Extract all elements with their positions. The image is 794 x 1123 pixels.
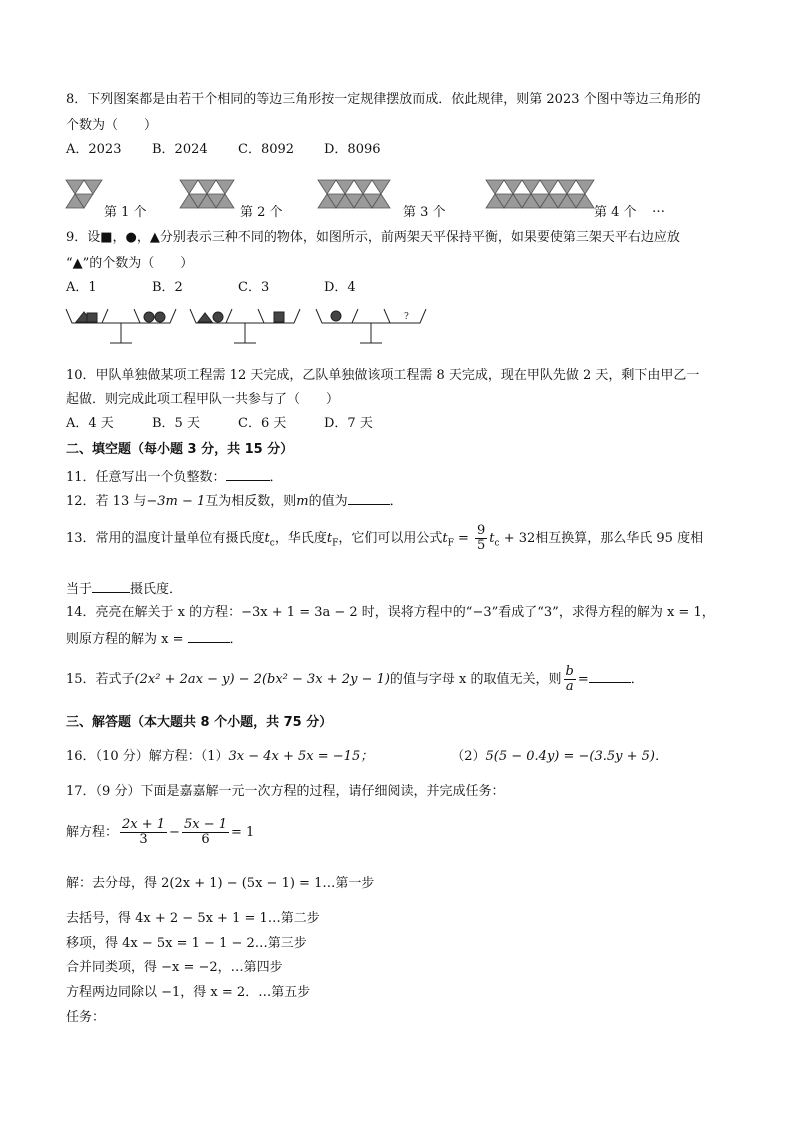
q11-blank	[226, 466, 270, 481]
q15-pre: 15．若式子	[66, 672, 135, 687]
q10-option-a: A．4 天	[66, 416, 114, 431]
q17-fraction-2	[182, 818, 229, 847]
q13-eq: =	[453, 531, 473, 546]
q12-pre: 12．若 13 与	[66, 494, 147, 509]
section2-title: 二、填空题（每小题 3 分，共 15 分）	[66, 442, 294, 457]
q13-fraction	[475, 524, 487, 553]
q17-fraction-1	[120, 818, 167, 847]
q13-frac-num: 9	[477, 523, 486, 538]
q17-step-4: 合并同类项，得 −x = −2，…第四步	[66, 960, 283, 975]
q14-line1: 14．亮亮在解关于 x 的方程：−3x + 1 = 3a − 2 时，误将方程中的“−3”看成了“3”，求得方程的解为 x = 1，	[66, 605, 715, 620]
q16-part2: （2）	[451, 749, 486, 764]
q13-sub-c: c	[269, 538, 275, 549]
q15-frac-num: b	[565, 664, 574, 679]
balance-2	[190, 309, 300, 343]
q13-formula-tc: t	[489, 531, 495, 546]
q9-question-mark: ?	[404, 312, 409, 322]
q15-fraction	[564, 665, 576, 694]
q15	[66, 664, 644, 696]
q14-end: ．	[229, 632, 243, 647]
q12-end: ．	[389, 494, 403, 509]
q13-tc: t	[264, 531, 270, 546]
q8-option-d: D．8096	[324, 142, 381, 157]
q8-figure-4-label: 第 4 个	[594, 205, 637, 220]
q14-blank	[188, 628, 230, 643]
q8-figure-2-label: 第 2 个	[240, 205, 283, 220]
q17-label: 解方程：	[66, 825, 119, 840]
q10-line1: 10．甲队单独做某项工程需 12 天完成，乙队单独做该项工程需 8 天完成，现在甲队先做 2 天，剩下由甲乙一	[66, 368, 700, 383]
q13-line2b: 摄氏度．	[130, 582, 183, 597]
q13-mid2: ，它们可以用公式	[338, 531, 443, 546]
q13-line2a: 当于	[66, 582, 93, 597]
q13-sub-f: F	[332, 538, 339, 549]
q11-end: ．	[269, 470, 283, 485]
q15-post: 的值与字母 x 的取值无关，则	[389, 672, 562, 687]
q9-option-b: B．2	[152, 280, 183, 295]
q11-text: 11．任意写出一个负整数：	[66, 470, 226, 485]
q13-post: 相互换算，那么华氏 95 度相	[535, 531, 704, 546]
q13-formula-tf: t	[442, 531, 448, 546]
q12	[66, 490, 403, 511]
q17-frac1-num: 2x + 1	[122, 817, 166, 832]
q8-figure-1-label: 第 1 个	[104, 205, 147, 220]
q10-option-d: D．7 天	[324, 416, 373, 431]
q8-option-c: C．8092	[238, 142, 295, 157]
q17-frac2-den: 6	[201, 832, 210, 847]
figure-2-triangles	[180, 180, 234, 208]
figure-1-triangles	[66, 180, 102, 208]
q10-option-c: C．6 天	[238, 416, 287, 431]
q8-options	[66, 141, 381, 159]
q13-blank	[92, 578, 130, 593]
q12-blank	[348, 490, 390, 505]
q9-line2: “▲”的个数为（ ）	[66, 256, 194, 271]
q13-pre: 13．常用的温度计量单位有摄氏度	[66, 531, 265, 546]
q8-ellipsis: …	[652, 201, 665, 216]
q17-step-3: 移项，得 4x − 5x = 1 − 1 − 2…第三步	[66, 936, 307, 951]
q8-line1: 8．下列图案都是由若干个相同的等边三角形按一定规律摆放而成．依此规律，则第 2023 个图中等边三角形的	[66, 92, 701, 107]
q13-tf: t	[326, 531, 333, 546]
q12-expr: −3m − 1	[146, 494, 206, 509]
q16	[66, 748, 668, 766]
q9-balance-figures	[64, 303, 444, 353]
q12-mid: 互为相反数，则	[205, 494, 297, 509]
q13-formula-sub-c: c	[494, 538, 500, 549]
q17-step-2: 去括号，得 4x + 2 − 5x + 1 = 1…第二步	[66, 911, 320, 926]
q15-expr: (2x² + 2ax − y) − 2(bx² − 3x + 2y − 1)	[134, 672, 390, 687]
q9-option-a: A．1	[66, 280, 97, 295]
q13-formula-sub-f: F	[447, 538, 454, 549]
q17-minus: −	[169, 825, 180, 840]
q15-frac-den: a	[565, 679, 574, 694]
figure-4-triangles	[486, 180, 594, 208]
q16-eq1: 3x − 4x + 5x = −15；	[228, 749, 374, 764]
q15-blank	[589, 668, 631, 683]
q9-option-c: C．3	[238, 280, 270, 295]
balance-1	[66, 309, 176, 343]
q17-step-5: 方程两边同除以 −1，得 x = 2．…第五步	[66, 985, 311, 1000]
q13-mid1: ，华氏度	[274, 531, 327, 546]
q10-options	[66, 415, 373, 433]
q17-frac1-den: 3	[139, 832, 148, 847]
q14-line2a: 则原方程的解为 x =	[66, 632, 184, 647]
q10-line2: 起做．则完成此项工程甲队一共参与了（ ）	[66, 392, 340, 407]
q17-rhs: = 1	[230, 825, 255, 840]
q13-frac-den: 5	[477, 538, 486, 553]
q9-line1: 9．设■，●，▲分别表示三种不同的物体，如图所示，前两架天平保持平衡，如果要使第三架天平右边应放	[66, 230, 680, 245]
section3-title: 三、解答题（本大题共 8 个小题，共 75 分）	[66, 715, 333, 730]
balance-3	[316, 309, 426, 343]
q15-end: ．	[630, 672, 644, 687]
q9-options	[66, 279, 356, 297]
q16-pre: 16．（10 分）解方程：（1）	[66, 749, 229, 764]
q8-option-b: B．2024	[152, 142, 208, 157]
figure-3-triangles	[318, 180, 390, 208]
q17-frac2-num: 5x − 1	[183, 817, 227, 832]
q17-intro: 17．（9 分）下面是嘉嘉解一元一次方程的过程，请仔细阅读，并完成任务：	[66, 784, 505, 799]
q8-figure-3-label: 第 3 个	[403, 205, 446, 220]
q13-plus: + 32	[499, 531, 536, 546]
q14-line2	[66, 628, 243, 649]
q15-eq: =	[577, 672, 589, 687]
q13-line1	[66, 523, 703, 560]
q9-option-d: D．4	[324, 280, 356, 295]
q11	[66, 466, 283, 487]
q12-var: m	[296, 494, 309, 509]
q17-equation	[66, 816, 254, 850]
q17-step-1: 解：去分母，得 2(2x + 1) − (5x − 1) = 1…第一步	[66, 876, 375, 891]
q8-line2: 个数为（ ）	[66, 118, 158, 133]
q10-option-b: B．5 天	[152, 416, 200, 431]
q8-option-a: A．2023	[66, 142, 122, 157]
q13-line2	[66, 578, 182, 599]
q16-eq2: 5(5 − 0.4y) = −(3.5y + 5)．	[485, 749, 669, 764]
q12-post: 的值为	[308, 494, 348, 509]
q17-task: 任务：	[66, 1010, 106, 1025]
